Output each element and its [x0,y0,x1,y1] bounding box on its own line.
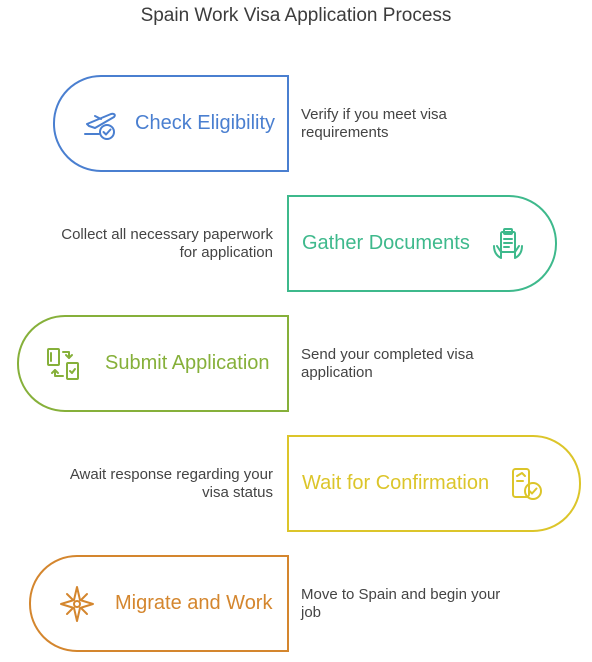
step-wait-for-confirmation [287,435,581,532]
step-migrate-and-work [29,555,289,652]
diagram-title: Spain Work Visa Application Process [140,5,452,26]
step-gather-documents [287,195,557,292]
step-label: Check Eligibility [135,112,276,134]
step-description: Move to Spain and begin your job [301,586,501,621]
compass-star-icon [57,584,97,624]
step-description: Verify if you meet visa requirements [301,106,447,141]
plane-check-icon [81,104,121,144]
step-label: Migrate and Work [115,592,273,614]
step-description: Send your completed visa application [301,346,474,381]
step-check-eligibility [53,75,289,172]
step-label: Gather Documents [302,232,470,254]
step-description: Await response regarding your visa status [69,466,273,501]
step-submit-application [17,315,289,412]
step-description: Collect all necessary paperwork for application [61,226,273,261]
step-label: Submit Application [105,352,270,374]
step-label: Wait for Confirmation [302,472,490,494]
phone-check-icon [507,464,547,504]
document-transfer-icon [43,344,83,384]
clipboard-hands-icon [488,224,528,264]
